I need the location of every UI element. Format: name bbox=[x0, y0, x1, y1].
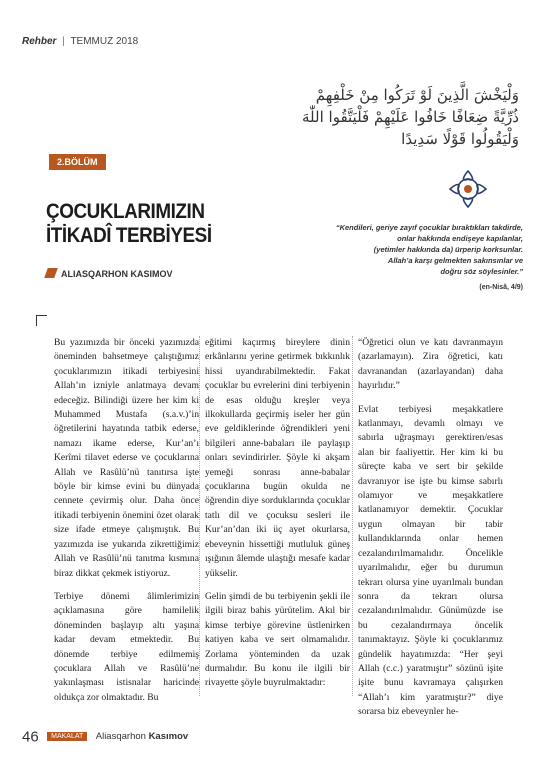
text-column-2 bbox=[205, 336, 350, 700]
author-name: ALIASQARHON KASIMOV bbox=[61, 269, 173, 279]
page-footer bbox=[22, 728, 188, 746]
text-column-3 bbox=[358, 336, 503, 729]
corner-bracket bbox=[36, 315, 47, 326]
quote-line: Allah’a karşı gelmekten sakınsınlar ve bbox=[387, 256, 523, 265]
title-line: İTİKADÎ TERBİYESİ bbox=[46, 224, 212, 247]
paragraph: Gelin şimdi de bu terbiyenin şekli ile ilgili biraz bahis yürütelim. Akıl bir kimse terbiye görevine üstlenirken katiyen kaba ve sert olmamalıdır. Zorlama yönteminden da uzak durmalıdır. Bu konu ile ilgili bir rivayette şöyle buyrulmaktadır: bbox=[205, 590, 350, 689]
magazine-brand: Rehber bbox=[22, 36, 57, 47]
quote-source: (en-Nisâ, 4/9) bbox=[479, 284, 523, 291]
page-number: 46 bbox=[22, 728, 39, 746]
category-badge: MAKALAT bbox=[47, 732, 87, 741]
arabic-verse-line: وَلْيَقُولُوا قَوْلًا سَدِيدًا bbox=[401, 130, 519, 148]
quote-line: “Kendileri, geriye zayıf çocuklar bıraktıkları takdirde, bbox=[335, 223, 523, 232]
column-divider bbox=[352, 336, 353, 696]
quote-line: (yetimler hakkında da) ürperip korksunlar. bbox=[373, 245, 523, 254]
quote-line: onlar hakkında endişeye kapılanlar, bbox=[397, 234, 523, 243]
arabic-verse bbox=[189, 84, 519, 150]
accent-mark-icon bbox=[44, 268, 58, 278]
paragraph: Bu yazımızda bir önceki yazımızda öneminden bahsetmeye çalıştığımız çocuklarımızın itikadi terbiyesini Allah’ın izniyle anlatmaya devam edeceğiz. Bilindiği üzere her kim ki Muhammed Mustafa (s.a.v.)’in öğretilerini hayatında tatbik ederse, namazı ikame ederse, Kur’an’ı Kerîmi tilavet ederse ve çocuklarına Allah ve Rasûlü’nü tanıtırsa işte böyle bir kimse evini bu dünyada cennete çevirmiş olur. Daha önce itikadi terbiyenin önemini özet olarak size ifade etmeye çalışmıştık. Bu yazımızda ise yukarıda zikrettiğimiz Allah ve Rasûlü’nü tanıtma kısmına biraz dikkat çekmek istiyoruz. bbox=[54, 337, 199, 579]
epigraph-quote bbox=[293, 222, 523, 277]
paragraph: Evlat terbiyesi meşakkatlere katlanmayı, devamlı olmayı ve sabırla uğraşmayı gerektiren/esas alan bir faaliyettir. Her kim ki bu süreçte kaba ve sert bir şekilde davranıyor ise işte bu kimse sabırlı olamıyor ve meşakkatlere katlanamıyor demektir. Çocuklar uygun olmayan bir tabir kullandıklarında onlar hemen cezalandırılmamalıdır. Öncelikle uyarılmalıdır, eğer bu durumun tekrarı olursa yine uyarılmalı bundan sonra da tekrarı olursa cezalandırılmalıdır. Günümüzde ise bu cezalandırmaya öncelik tanımaktayız. Şöyle ki çocuklarımız gündelik hayatımızda: “Her şeyi Allah (c.c.) yaratmıştır” sözünü işite işite bunu kavramaya çalışırken “Allah’ı kim yaratmıştır?” diye sorarsa biz ebeveynler he- bbox=[358, 403, 503, 718]
footer-author-first: Aliasqarhon bbox=[95, 731, 146, 743]
page-header bbox=[22, 36, 138, 47]
arabic-verse-line: ذُرِّيَّةً ضِعَافًا خَافُوا عَلَيْهِمْ فَلْيَتَّقُوا اللّٰهَ bbox=[302, 108, 519, 126]
issue-date: TEMMUZ 2018 bbox=[70, 36, 139, 47]
text-column-1 bbox=[54, 336, 199, 714]
section-tag: 2.BÖLÜM bbox=[49, 154, 106, 170]
paragraph: Terbiye dönemi âlimlerimizin açıklamasına göre hamilelik döneminden başlayıp altı yaşına kadar devam etmektedir. Bu dönemde terbiye edilmemiş çocuklara Allah ve Rasûlü’ne yakınlaşması istisnalar haricinde oldukça zor olmaktadır. Bu bbox=[54, 590, 199, 703]
quote-line: doğru söz söylesinler.” bbox=[440, 267, 523, 276]
title-line: ÇOCUKLARIMIZIN bbox=[46, 200, 205, 223]
paragraph: “Öğretici olun ve katı davranmayın (azarlamayın). Zira öğretici, katı davranandan (azarlayandan) daha hayırlıdır.” bbox=[358, 337, 503, 392]
arabic-verse-line: وَلْيَخْشَ الَّذِينَ لَوْ تَرَكُوا مِنْ خَلْفِهِمْ bbox=[315, 86, 519, 104]
paragraph: eğitimi kaçırmış bireylere dinin erkânlarını yerine getirmek bıkkınlık hissi uyandırabilmektedir. Fakat çocuklar bu evrelerini dini terbiyenin de esas olduğu kreşler veya ilkokullarda geçirmiş iseler her gün eve geldiklerinde öğrendikleri yeni bilgileri anne-babaları ile paylaşıp onları sevindirirler. Şöyle ki akşam yemeği sonrası anne-babalar çocuklarına bugün okulda ne öğrendin diye sorduklarında çocuklar tatlı dil ve çocuksu sesleri ile Kur’an’dan iki üç ayet okurlarsa, ebeveynin hissettiği mutluluk güneş ışığının âlemde ulaştığı mesafe kadar yükselir. bbox=[205, 337, 350, 579]
article-title bbox=[46, 200, 212, 248]
column-divider bbox=[199, 336, 200, 696]
footer-author bbox=[96, 731, 188, 742]
ornament-icon bbox=[447, 168, 489, 210]
footer-author-last: Kasımov bbox=[148, 731, 189, 743]
header-separator: | bbox=[62, 36, 65, 47]
author-byline bbox=[46, 268, 173, 279]
